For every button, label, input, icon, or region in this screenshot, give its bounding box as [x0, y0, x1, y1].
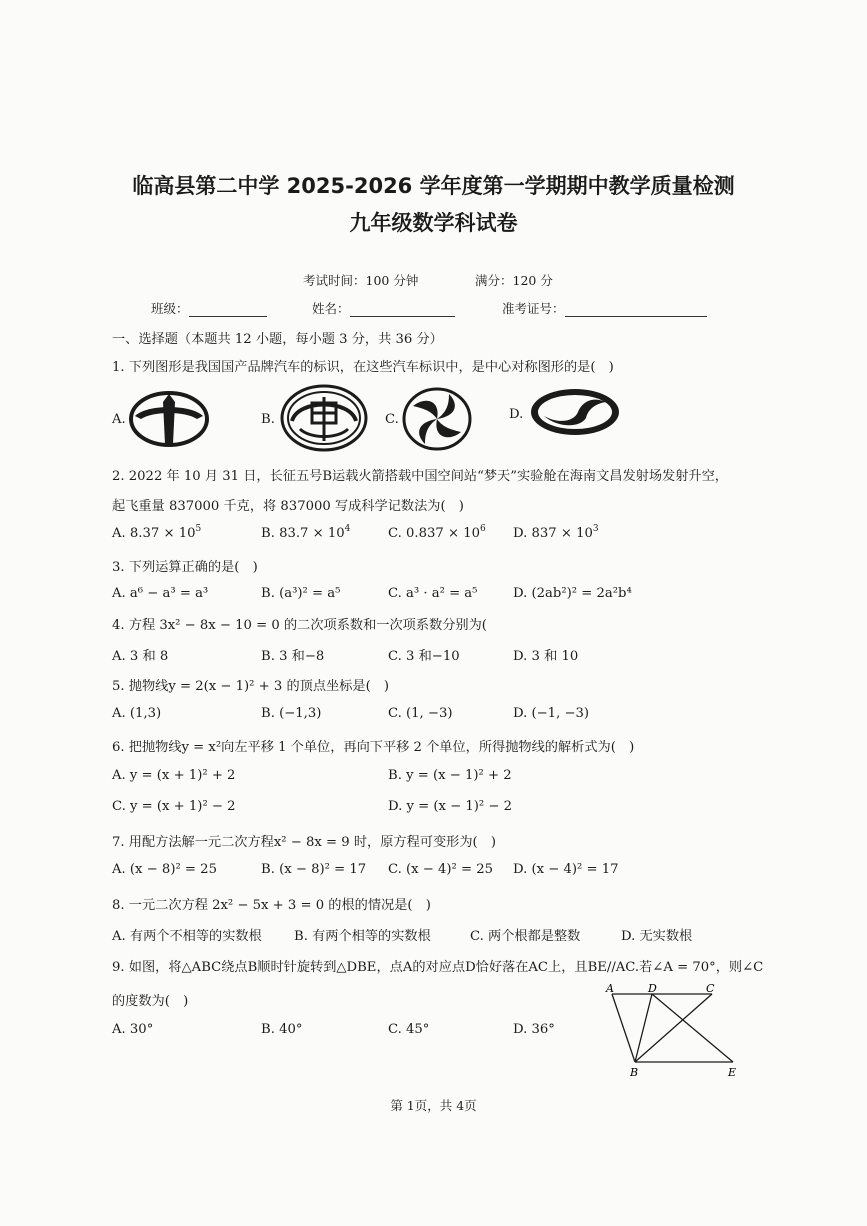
exam-time: 考试时间：100 分钟 — [303, 273, 419, 288]
q3-stem: 3. 下列运算正确的是( ) — [112, 560, 258, 575]
q2-stem-line1: 2. 2022 年 10 月 31 日，长征五号B运载火箭搭载中国空间站“梦天”实验舱在海南文昌发射场发射升空， — [112, 469, 728, 484]
car-logo-c-icon — [401, 386, 473, 452]
q7-option-d: D. (x − 4)² = 17 — [513, 862, 619, 877]
q5-option-a: A. (1,3) — [112, 706, 162, 721]
full-score: 满分：120 分 — [475, 273, 553, 288]
q6-option-b: B. y = (x − 1)² + 2 — [388, 768, 512, 783]
q9-option-b: B. 40° — [261, 1022, 303, 1037]
q5-option-d: D. (−1, −3) — [513, 706, 590, 721]
q2-option-d-text: D. 837 × 10 — [513, 526, 593, 541]
car-logo-a-icon — [127, 388, 211, 450]
q2-option-c-text: C. 0.837 × 10 — [388, 526, 480, 541]
q6-option-d: D. y = (x − 1)² − 2 — [388, 799, 513, 814]
q2-option-b-text: B. 83.7 × 10 — [261, 526, 345, 541]
q6-stem: 6. 把抛物线y = x²向左平移 1 个单位，再向下平移 2 个单位，所得抛物线的解析式为( ) — [112, 740, 635, 755]
q3-option-d: D. (2ab²)² = 2a²b⁴ — [513, 586, 632, 601]
q3-option-a: A. a⁶ − a³ = a³ — [112, 586, 209, 601]
name-label: 姓名： — [312, 301, 350, 316]
q3-option-c: C. a³ · a² = a⁵ — [388, 586, 478, 601]
q2-option-b-exp: 4 — [344, 524, 351, 534]
q1-label-c: C. — [385, 412, 399, 427]
class-label: 班级： — [151, 301, 189, 316]
q4-option-b: B. 3 和−8 — [261, 649, 325, 664]
point-c-label: C — [706, 982, 715, 995]
q2-option-c-exp: 6 — [479, 524, 486, 534]
point-d-label: D — [648, 982, 657, 995]
ticket-field — [502, 299, 707, 317]
q9-figure — [600, 982, 750, 1082]
section-heading: 一、选择题（本题共 12 小题，每小题 3 分，共 36 分） — [112, 332, 443, 347]
q1-label-b: B. — [261, 412, 275, 427]
q5-option-c: C. (1, −3) — [388, 706, 453, 721]
q5-stem: 5. 抛物线y = 2(x − 1)² + 3 的顶点坐标是( ) — [112, 679, 390, 694]
ticket-blank[interactable] — [565, 302, 707, 317]
q4-option-d: D. 3 和 10 — [513, 649, 579, 664]
q2-option-d-exp: 3 — [592, 524, 599, 534]
q7-option-b: B. (x − 8)² = 17 — [261, 862, 367, 877]
q8-option-a: A. 有两个不相等的实数根 — [112, 929, 262, 944]
q9-option-d: D. 36° — [513, 1022, 555, 1037]
q8-option-d: D. 无实数根 — [621, 929, 693, 944]
q9-stem-line1: 9. 如图，将△ABC绕点B顺时针旋转到△DBE，点A的对应点D恰好落在AC上，且BE//AC.若∠A = 70°，则∠C — [112, 960, 764, 975]
exam-title: 临高县第二中学 2025-2026 学年度第一学期期中教学质量检测 — [132, 174, 735, 198]
q5-option-b: B. (−1,3) — [261, 706, 322, 721]
class-blank[interactable] — [189, 302, 267, 317]
q7-stem: 7. 用配方法解一元二次方程x² − 8x = 9 时，原方程可变形为( ) — [112, 835, 497, 850]
q4-stem: 4. 方程 3x² − 8x − 10 = 0 的二次项系数和一次项系数分别为( — [112, 618, 487, 633]
class-field — [151, 299, 267, 317]
point-b-label: B — [630, 1066, 639, 1079]
point-a-label: A — [606, 982, 614, 995]
q2-option-a-text: A. 8.37 × 10 — [112, 526, 196, 541]
q9-option-c: C. 45° — [388, 1022, 430, 1037]
q7-option-c: C. (x − 4)² = 25 — [388, 862, 494, 877]
car-logo-d-icon — [528, 386, 622, 438]
q6-option-c: C. y = (x + 1)² − 2 — [112, 799, 236, 814]
name-field — [312, 299, 455, 317]
q3-option-b: B. (a³)² = a⁵ — [261, 586, 341, 601]
q2-stem-line2: 起飞重量 837000 千克，将 837000 写成科学记数法为( ) — [112, 499, 464, 514]
segment-bd — [635, 994, 652, 1062]
q1-stem: 1. 下列图形是我国国产品牌汽车的标识，在这些汽车标识中，是中心对称图形的是( ) — [112, 360, 614, 375]
segment-de — [652, 994, 733, 1062]
q2-option-d — [513, 526, 599, 541]
ticket-label: 准考证号： — [502, 301, 565, 316]
page-footer: 第 1页，共 4页 — [390, 1098, 477, 1113]
q8-option-b: B. 有两个相等的实数根 — [294, 929, 431, 944]
q8-option-c: C. 两个根都是整数 — [470, 929, 581, 944]
q7-option-a: A. (x − 8)² = 25 — [112, 862, 217, 877]
q8-stem: 8. 一元二次方程 2x² − 5x + 3 = 0 的根的情况是( ) — [112, 898, 431, 913]
segment-bc — [635, 994, 712, 1062]
q1-label-d: D. — [509, 407, 524, 422]
q4-option-c: C. 3 和−10 — [388, 649, 460, 664]
q4-option-a: A. 3 和 8 — [112, 649, 169, 664]
q2-option-a — [112, 526, 201, 541]
car-logo-b-icon — [278, 383, 370, 453]
exam-subtitle: 九年级数学科试卷 — [349, 211, 518, 235]
q2-option-b — [261, 526, 350, 541]
q6-option-a: A. y = (x + 1)² + 2 — [112, 768, 236, 783]
segment-ab — [612, 994, 635, 1062]
name-blank[interactable] — [350, 302, 455, 317]
q1-label-a: A. — [112, 412, 126, 427]
q2-option-c — [388, 526, 486, 541]
q9-stem-line2: 的度数为( ) — [112, 994, 189, 1009]
q9-option-a: A. 30° — [112, 1022, 154, 1037]
point-e-label: E — [728, 1066, 737, 1079]
q2-option-a-exp: 5 — [195, 524, 202, 534]
